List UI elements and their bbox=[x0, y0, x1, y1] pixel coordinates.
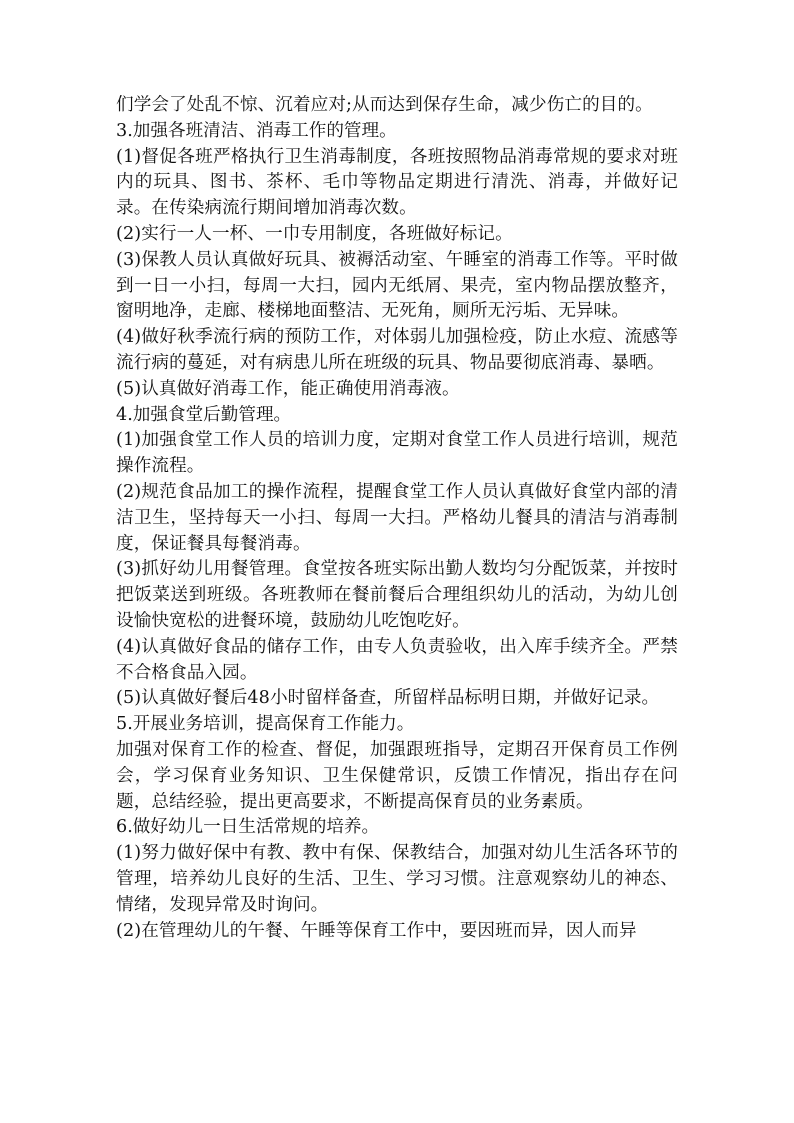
list-item-6-1: (1)努力做好保中有教、教中有保、保教结合，加强对幼儿生活各环节的管理，培养幼儿良好的生活、卫生、学习习惯。注意观察幼儿的神态、情绪，发现异常及时询问。 bbox=[116, 843, 678, 915]
list-item-6-2: (2)在管理幼儿的午餐、午睡等保育工作中，要因班而异，因人而异 bbox=[116, 920, 637, 941]
list-item-3-3: (3)保教人员认真做好玩具、被褥活动室、午睡室的消毒工作等。平时做到一日一小扫，每周一大扫，园内无纸屑、果壳，室内物品摆放整齐，窗明地净，走廊、楼梯地面整洁、无死角，厕所无污垢、无异味。 bbox=[116, 249, 678, 322]
list-item-4-5: (5)认真做好餐后48小时留样备查，所留样品标明日期，并做好记录。 bbox=[116, 688, 660, 709]
list-item-3-2: (2)实行一人一杯、一巾专用制度，各班做好标记。 bbox=[116, 223, 513, 244]
section-heading-5: 5.开展业务培训，提高保育工作能力。 bbox=[116, 714, 415, 735]
paragraph-continuation: 们学会了处乱不惊、沉着应对;从而达到保存生命，减少伤亡的目的。 bbox=[116, 95, 653, 115]
list-item-3-5: (5)认真做好消毒工作，能正确使用消毒液。 bbox=[116, 378, 460, 399]
list-item-4-4: (4)认真做好食品的储存工作，由专人负责验收，出入库手续齐全。严禁不合格食品入园。 bbox=[116, 636, 678, 683]
section-heading-4: 4.加强食堂后勤管理。 bbox=[116, 404, 292, 425]
section-heading-6: 6.做好幼儿一日生活常规的培养。 bbox=[116, 817, 380, 838]
list-item-3-1: (1)督促各班严格执行卫生消毒制度，各班按照物品消毒常规的要求对班内的玩具、图书、茶杯、毛巾等物品定期进行清洗、消毒，并做好记录。在传染病流行期间增加消毒次数。 bbox=[116, 146, 678, 219]
list-item-3-4: (4)做好秋季流行病的预防工作，对体弱儿加强检疫，防止水痘、流感等流行病的蔓延，对有病患儿所在班级的玩具、物品要彻底消毒、暴晒。 bbox=[116, 327, 678, 373]
document-body bbox=[116, 93, 678, 944]
list-item-4-1: (1)加强食堂工作人员的培训力度，定期对食堂工作人员进行培训，规范操作流程。 bbox=[116, 430, 678, 477]
paragraph-5-body: 加强对保育工作的检查、督促，加强跟班指导，定期召开保育员工作例会，学习保育业务知识、卫生保健常识，反馈工作情况，指出存在问题，总结经验，提出更高要求，不断提高保育员的业务素质。 bbox=[116, 739, 678, 812]
section-heading-3: 3.加强各班清洁、消毒工作的管理。 bbox=[116, 120, 397, 141]
list-item-4-3: (3)抓好幼儿用餐管理。食堂按各班实际出勤人数均匀分配饭菜，并按时把饭菜送到班级。各班教师在餐前餐后合理组织幼儿的活动，为幼儿创设愉快宽松的进餐环境，鼓励幼儿吃饱吃好。 bbox=[116, 559, 678, 631]
list-item-4-2: (2)规范食品加工的操作流程，提醒食堂工作人员认真做好食堂内部的清洁卫生，坚持每天一小扫、每周一大扫。严格幼儿餐具的清洁与消毒制度，保证餐具每餐消毒。 bbox=[116, 481, 678, 554]
